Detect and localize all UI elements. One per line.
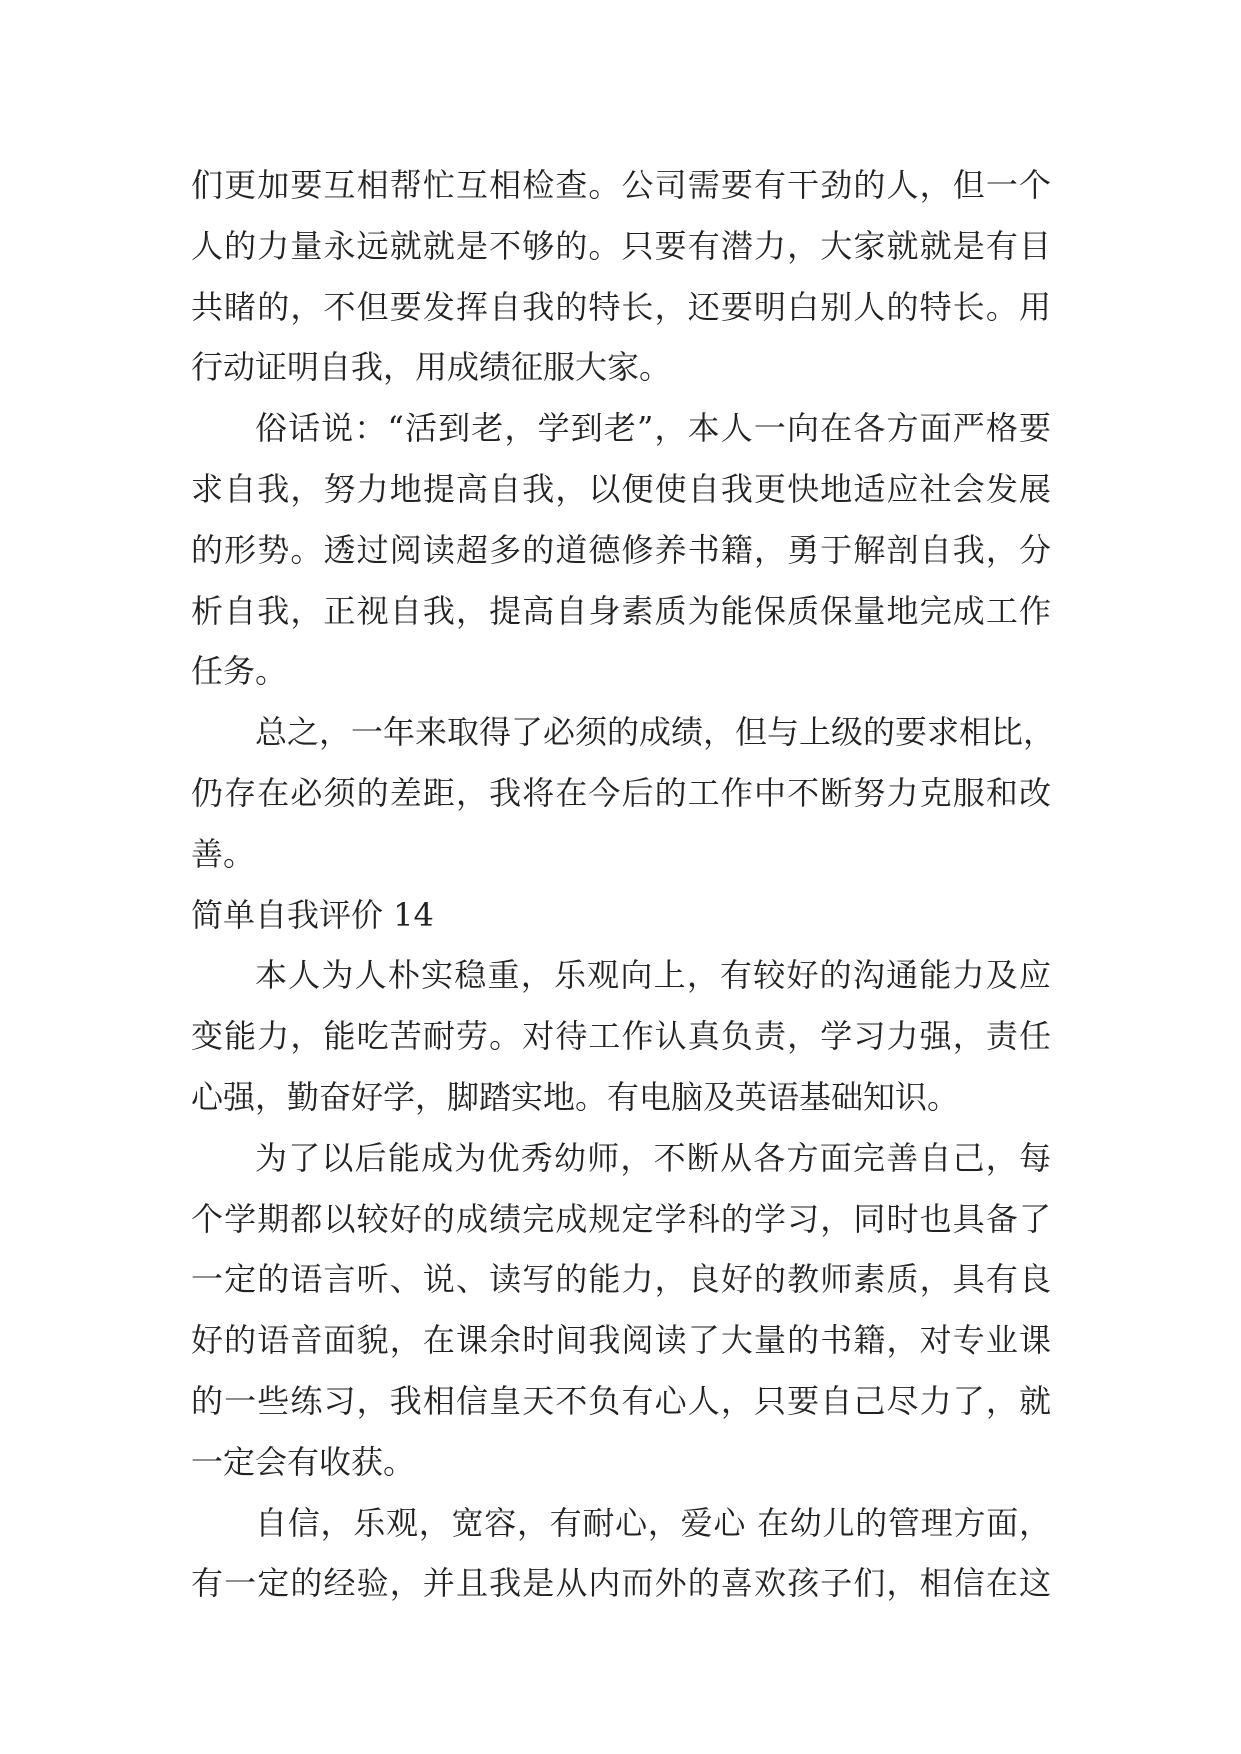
paragraph	[191, 398, 1051, 702]
paragraph-line: 俗话说：“活到老，学到老”，本人一向在各方面严格要	[255, 409, 1051, 448]
document-body	[191, 155, 1056, 1614]
paragraph-line: 仍存在必须的差距，我将在今后的工作中不断努力克服和改	[191, 773, 1051, 812]
paragraph-line: 好的语音面貌，在课余时间我阅读了大量的书籍，对专业课	[191, 1321, 1051, 1360]
paragraph-line: 善。	[191, 834, 256, 873]
paragraph-line: 共睹的，不但要发挥自我的特长，还要明白别人的特长。用	[191, 287, 1051, 326]
paragraph-line: 总之，一年来取得了必须的成绩，但与上级的要求相比，	[255, 713, 1056, 752]
paragraph	[191, 155, 1051, 398]
paragraph-line: 一定的语言听、说、读写的能力，良好的教师素质，具有良	[191, 1260, 1051, 1299]
paragraph-line: 变能力，能吃苦耐劳。对待工作认真负责，学习力强，责任	[191, 1017, 1051, 1056]
paragraph	[191, 945, 1051, 1127]
paragraph-line: 人的力量永远就就是不够的。只要有潜力，大家就就是有目	[191, 226, 1051, 265]
paragraph-line: 自信，乐观，宽容，有耐心，爱心 在幼儿的管理方面，	[255, 1503, 1051, 1542]
paragraph-line: 任务。	[191, 652, 288, 691]
paragraph-line: 析自我，正视自我，提高自身素质为能保质保量地完成工作	[191, 591, 1051, 630]
paragraph-line: 行动证明自我，用成绩征服大家。	[191, 348, 672, 387]
paragraph-line: 求自我，努力地提高自我，以便使自我更快地适应社会发展	[191, 469, 1051, 508]
section-heading	[191, 885, 1051, 946]
paragraph-line: 的形势。透过阅读超多的道德修养书籍，勇于解剖自我，分	[191, 530, 1051, 569]
paragraph-line: 有一定的经验，并且我是从内而外的喜欢孩子们，相信在这	[191, 1564, 1051, 1603]
paragraph-line: 的一些练习，我相信皇天不负有心人，只要自己尽力了，就	[191, 1381, 1051, 1420]
paragraph	[191, 1493, 1051, 1615]
paragraph-line: 心强，勤奋好学，脚踏实地。有电脑及英语基础知识。	[191, 1077, 960, 1116]
paragraph-line: 们更加要互相帮忙互相检查。公司需要有干劲的人，但一个	[191, 166, 1051, 204]
paragraph-line: 一定会有收获。	[191, 1442, 416, 1481]
heading-text: 简单自我评价 14	[191, 895, 434, 934]
paragraph-line: 本人为人朴实稳重，乐观向上，有较好的沟通能力及应	[255, 956, 1051, 995]
paragraph	[191, 1128, 1051, 1493]
paragraph-line: 为了以后能成为优秀幼师，不断从各方面完善自己，每	[255, 1138, 1051, 1177]
paragraph-line: 个学期都以较好的成绩完成规定学科的学习，同时也具备了	[191, 1199, 1051, 1238]
paragraph	[191, 702, 1056, 884]
